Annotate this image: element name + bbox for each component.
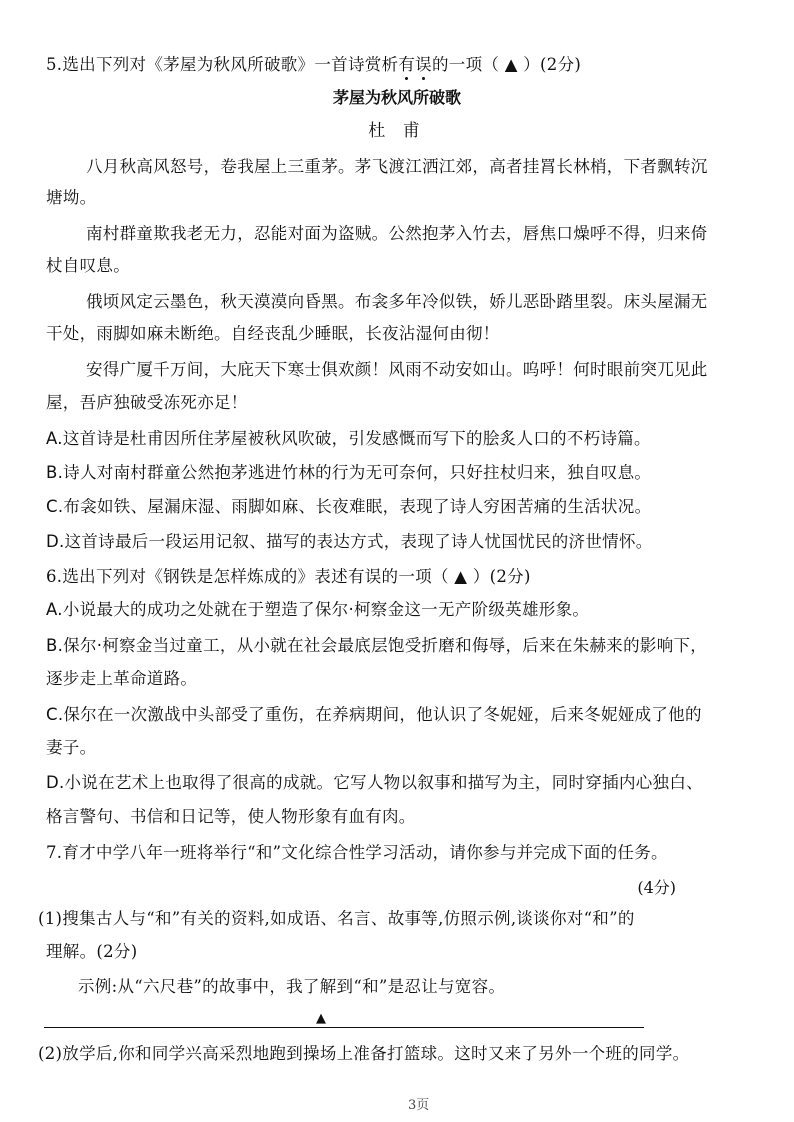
page-number: 3页 [408, 1098, 430, 1113]
q7-sub1-cont: 理解。(2分) [46, 942, 138, 961]
poem-line: 安得广厦千万间，大庇天下寒士俱欢颜！风雨不动安如山。呜呼！何时眼前突兀见此 [86, 360, 708, 379]
poem-line: 俄顷风定云墨色，秋天漠漠向昏黑。布衾多年冷似铁，娇儿恶卧踏里裂。床头屋漏无 [86, 292, 708, 311]
q7-example: 示例:从“六尺巷”的故事中，我了解到“和”是忍让与宽容。 [78, 977, 506, 996]
poem-line: 屋，吾庐独破受冻死亦足！ [46, 393, 248, 412]
q6-option-c-cont: 妻子。 [46, 738, 97, 757]
q7-sub2: (2)放学后,你和同学兴高采烈地跑到操场上准备打篮球。这时又来了另外一个班的同学。 [38, 1044, 690, 1063]
q6-option-b: B.保尔·柯察金当过童工，从小就在社会最底层饱受折磨和侮辱，后来在朱赫来的影响下， [46, 636, 708, 655]
q5-stem: 5.选出下列对《茅屋为秋风所破歌》一首诗赏析有误的一项（ ▲ ）(2分) [46, 53, 581, 77]
poem-line: 杖自叹息。 [46, 256, 130, 275]
poem-line: 塘坳。 [46, 188, 97, 207]
answer-triangle-icon: ▲ [316, 1011, 326, 1026]
emphasis-dot-char: 有 [398, 53, 415, 77]
q7-sub1: (1)搜集古人与“和”有关的资料,如成语、名言、故事等,仿照示例,谈谈你对“和”的 [38, 909, 635, 928]
q6-option-d: D.小说在艺术上也取得了很高的成就。它写人物以叙事和描写为主，同时穿插内心独白、 [46, 773, 703, 792]
q6-option-b-cont: 逐步走上革命道路。 [46, 669, 198, 688]
q6-option-a: A.小说最大的成功之处就在于塑造了保尔·柯察金这一无产阶级英雄形象。 [46, 600, 590, 619]
answer-line[interactable] [44, 1027, 644, 1028]
poem-line: 干处，雨脚如麻未断绝。自经丧乱少睡眠，长夜沾湿何由彻！ [46, 324, 500, 343]
emphasis-dot-char: 误 [415, 53, 432, 77]
poem-line: 南村群童欺我老无力，忍能对面为盗贼。公然抱茅入竹去，唇焦口燥呼不得，归来倚 [86, 224, 708, 243]
q5-option-a: A.这首诗是杜甫因所住茅屋被秋风吹破，引发感慨而写下的脍炙人口的不朽诗篇。 [46, 429, 651, 448]
q6-option-c: C.保尔在一次激战中头部受了重伤，在养病期间，他认识了冬妮娅，后来冬妮娅成了他的 [46, 705, 702, 724]
q7-score: (4分) [637, 878, 676, 897]
poem-author: 杜 甫 [368, 121, 426, 141]
q5-option-c: C.布衾如铁、屋漏床湿、雨脚如麻、长夜难眠，表现了诗人穷困苦痛的生活状况。 [46, 497, 652, 516]
q7-stem: 7.育才中学八年一班将举行“和”文化综合性学习活动，请你参与并完成下面的任务。 [46, 843, 668, 862]
q6-stem: 6.选出下列对《钢铁是怎样炼成的》表述有误的一项（ ▲ ）(2分) [46, 567, 531, 586]
q5-option-d: D.这首诗最后一段运用记叙、描写的表达方式，表现了诗人忧国忧民的济世情怀。 [46, 532, 653, 551]
poem-title: 茅屋为秋风所破歌 [332, 88, 461, 107]
q5-option-b: B.诗人对南村群童公然抱茅逃进竹林的行为无可奈何，只好拄杖归来，独自叹息。 [46, 463, 652, 482]
poem-line: 八月秋高风怒号，卷我屋上三重茅。茅飞渡江洒江郊，高者挂罥长林梢，下者飘转沉 [86, 157, 708, 176]
q6-option-d-cont: 格言警句、书信和日记等，使人物形象有血有肉。 [46, 807, 416, 826]
